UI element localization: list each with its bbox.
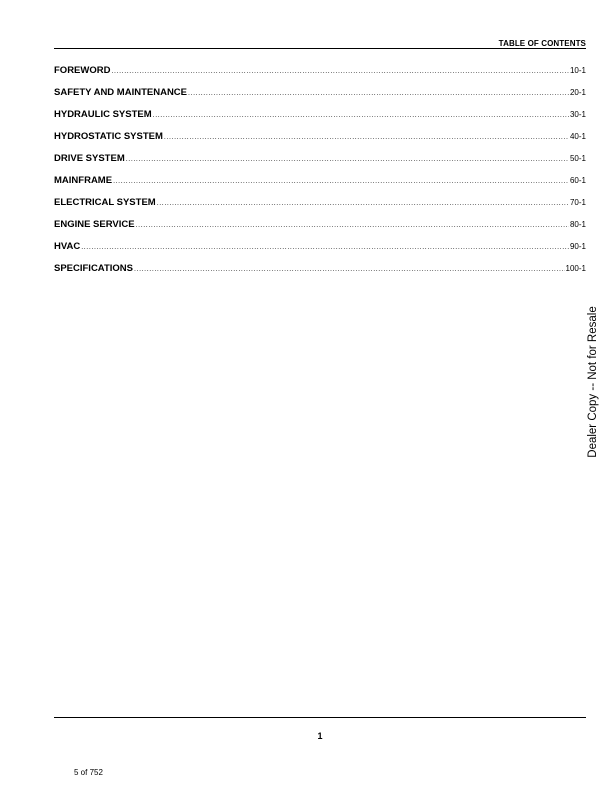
toc-entry-page: 10-1	[569, 66, 586, 75]
section-header-title: TABLE OF CONTENTS	[498, 39, 586, 48]
header-divider	[54, 48, 586, 49]
toc-entry-page: 20-1	[569, 88, 586, 97]
toc-entry-safety-and-maintenance[interactable]	[54, 87, 586, 109]
toc-entry-drive-system[interactable]	[54, 153, 586, 175]
toc-entry-electrical-system[interactable]	[54, 197, 586, 219]
toc-entry-engine-service[interactable]	[54, 219, 586, 241]
toc-entry-hydrostatic-system[interactable]	[54, 131, 586, 153]
toc-entry-page: 70-1	[569, 198, 586, 207]
dot-leader	[164, 134, 569, 141]
toc-entry-title: MAINFRAME	[54, 175, 113, 186]
toc-entry-page: 90-1	[569, 242, 586, 251]
dot-leader	[188, 90, 569, 97]
toc-entry-page: 80-1	[569, 220, 586, 229]
dealer-copy-watermark: Dealer Copy -- Not for Resale	[587, 306, 599, 458]
toc-entry-hydraulic-system[interactable]	[54, 109, 586, 131]
dot-leader	[153, 112, 569, 119]
toc-entry-page: 40-1	[569, 132, 586, 141]
dot-leader	[126, 156, 569, 163]
toc-entry-hvac[interactable]	[54, 241, 586, 263]
page-count: 5 of 752	[74, 768, 103, 777]
dot-leader	[157, 200, 569, 207]
toc-entry-specifications[interactable]	[54, 263, 586, 285]
dot-leader	[111, 68, 569, 75]
table-of-contents	[54, 65, 586, 285]
dot-leader	[113, 178, 569, 185]
toc-entry-title: HYDROSTATIC SYSTEM	[54, 131, 163, 142]
toc-entry-foreword[interactable]	[54, 65, 586, 87]
toc-entry-title: SAFETY AND MAINTENANCE	[54, 87, 188, 98]
toc-entry-title: SPECIFICATIONS	[54, 263, 133, 274]
toc-entry-mainframe[interactable]	[54, 175, 586, 197]
page-number: 1	[317, 731, 323, 741]
dot-leader	[134, 266, 565, 273]
toc-entry-title: HVAC	[54, 241, 81, 252]
toc-entry-page: 100-1	[565, 264, 586, 273]
toc-entry-page: 30-1	[569, 110, 586, 119]
toc-entry-page: 60-1	[569, 176, 586, 185]
toc-entry-page: 50-1	[569, 154, 586, 163]
toc-entry-title: HYDRAULIC SYSTEM	[54, 109, 152, 120]
toc-entry-title: ENGINE SERVICE	[54, 219, 135, 230]
footer-divider	[54, 717, 586, 718]
dot-leader	[136, 222, 569, 229]
dot-leader	[81, 244, 569, 251]
toc-entry-title: ELECTRICAL SYSTEM	[54, 197, 156, 208]
toc-entry-title: FOREWORD	[54, 65, 111, 76]
toc-entry-title: DRIVE SYSTEM	[54, 153, 125, 164]
